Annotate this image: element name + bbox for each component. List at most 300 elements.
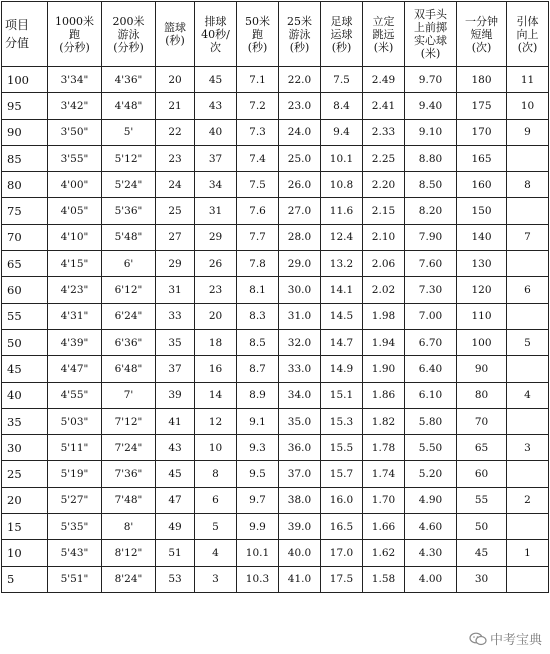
table-cell: 14.5 [321,303,363,329]
table-cell: 16.5 [321,514,363,540]
table-cell: 9 [507,119,549,145]
table-cell: 6.40 [405,356,457,382]
table-cell: 21 [156,93,195,119]
table-cell: 9.70 [405,67,457,93]
table-cell: 14.7 [321,329,363,355]
table-cell: 5'48" [102,224,156,250]
table-cell: 5.80 [405,408,457,434]
table-cell: 10.3 [237,566,279,592]
header-line: (秒) [247,40,268,54]
table-cell: 70 [457,408,507,434]
table-cell: 4'31" [48,303,102,329]
table-cell [507,251,549,277]
table-cell: 9.40 [405,93,457,119]
table-cell: 7 [507,224,549,250]
table-cell: 5'36" [102,198,156,224]
table-cell: 2.15 [363,198,405,224]
table-cell: 3'34" [48,67,102,93]
table-row [2,408,549,434]
table-cell: 4'23" [48,277,102,303]
table-cell: 10.8 [321,172,363,198]
table-cell: 1.74 [363,461,405,487]
table-cell: 8.9 [237,382,279,408]
watermark [467,629,544,648]
table-cell: 5'12" [102,145,156,171]
table-cell: 10.1 [237,540,279,566]
table-cell: 29 [156,251,195,277]
table-cell: 1.82 [363,408,405,434]
table-cell: 8 [195,461,237,487]
header-line: 立定 [372,14,395,28]
table-cell: 23 [195,277,237,303]
table-cell: 24 [156,172,195,198]
table-cell: 8.20 [405,198,457,224]
table-cell: 7'12" [102,408,156,434]
table-row [2,566,549,592]
table-cell: 2 [507,487,549,513]
header-line: 排球 [204,14,227,28]
header-line: 一分钟 [465,14,498,28]
table-cell: 5 [507,329,549,355]
header-volleyball [195,2,237,67]
table-row [2,224,549,250]
table-cell: 90 [457,356,507,382]
header-line: (秒) [165,34,185,47]
header-standing-jump [363,2,405,67]
table-row [2,93,549,119]
table-cell: 31 [195,198,237,224]
table-cell: 41.0 [279,566,321,592]
header-line: 200米 [112,14,145,28]
table-cell: 11 [507,67,549,93]
table-cell: 7.30 [405,277,457,303]
table-cell: 9.4 [321,119,363,145]
table-cell: 4.60 [405,514,457,540]
header-line: (米) [373,40,394,54]
header-200m-swim [102,2,156,67]
table-cell: 16.0 [321,487,363,513]
table-cell: 8.3 [237,303,279,329]
table-cell: 4.00 [405,566,457,592]
table-cell [507,303,549,329]
table-cell: 14 [195,382,237,408]
score-table [1,1,549,593]
table-cell: 7.60 [405,251,457,277]
table-cell: 6.70 [405,329,457,355]
table-cell: 8.5 [237,329,279,355]
table-cell: 165 [457,145,507,171]
table-cell: 18 [195,329,237,355]
score-cell: 70 [2,224,48,250]
table-cell: 45 [195,67,237,93]
table-cell: 100 [457,329,507,355]
table-row [2,145,549,171]
table-cell: 26 [195,251,237,277]
table-cell: 5.20 [405,461,457,487]
score-cell: 80 [2,172,48,198]
score-cell: 90 [2,119,48,145]
table-cell: 170 [457,119,507,145]
table-cell: 7'36" [102,461,156,487]
table-cell: 1.70 [363,487,405,513]
table-cell: 5'51" [48,566,102,592]
table-cell: 8 [507,172,549,198]
table-cell [507,566,549,592]
table-cell: 35 [156,329,195,355]
table-cell: 7'48" [102,487,156,513]
table-cell: 53 [156,566,195,592]
table-cell: 3 [507,435,549,461]
table-row [2,198,549,224]
table-cell: 160 [457,172,507,198]
table-cell: 4.30 [405,540,457,566]
score-cell: 15 [2,514,48,540]
score-cell: 10 [2,540,48,566]
table-cell: 3 [195,566,237,592]
table-row [2,303,549,329]
score-cell: 95 [2,93,48,119]
table-cell: 7'24" [102,435,156,461]
table-cell: 7.3 [237,119,279,145]
table-row [2,329,549,355]
table-cell: 1.58 [363,566,405,592]
header-line: 双手头 [414,8,447,21]
table-cell: 2.41 [363,93,405,119]
table-cell: 65 [457,435,507,461]
table-cell: 31.0 [279,303,321,329]
table-cell: 6'36" [102,329,156,355]
table-cell: 45 [457,540,507,566]
score-cell: 5 [2,566,48,592]
table-cell: 24.0 [279,119,321,145]
table-cell: 39 [156,382,195,408]
table-cell: 5'43" [48,540,102,566]
table-cell: 1.94 [363,329,405,355]
table-cell: 5'24" [102,172,156,198]
score-cell: 100 [2,67,48,93]
header-line: (米) [420,47,441,60]
table-cell: 9.9 [237,514,279,540]
table-cell: 130 [457,251,507,277]
table-cell: 17.5 [321,566,363,592]
table-cell: 14.9 [321,356,363,382]
table-cell: 1.86 [363,382,405,408]
table-cell: 8'24" [102,566,156,592]
table-cell: 1.78 [363,435,405,461]
score-cell: 60 [2,277,48,303]
header-line: 项目 [5,18,30,32]
table-cell: 50 [457,514,507,540]
table-cell: 15.7 [321,461,363,487]
table-cell [507,461,549,487]
table-cell [507,408,549,434]
table-cell: 47 [156,487,195,513]
table-row [2,356,549,382]
table-cell: 3'55" [48,145,102,171]
score-cell: 30 [2,435,48,461]
table-row [2,514,549,540]
table-cell: 7.2 [237,93,279,119]
table-cell: 5 [195,514,237,540]
table-cell: 12.4 [321,224,363,250]
table-cell: 2.06 [363,251,405,277]
header-basketball [156,2,195,67]
table-cell: 8'12" [102,540,156,566]
header-line: (分秒) [59,40,90,54]
table-cell: 9.1 [237,408,279,434]
header-line: 游泳 [288,27,311,41]
table-cell: 40 [195,119,237,145]
header-line: 50米 [245,14,270,28]
table-cell: 6'24" [102,303,156,329]
header-25m-swim [279,2,321,67]
header-line: 游泳 [117,27,140,41]
table-cell [507,145,549,171]
table-cell: 34 [195,172,237,198]
score-cell: 85 [2,145,48,171]
table-cell: 6' [102,251,156,277]
table-cell: 1 [507,540,549,566]
table-cell: 15.1 [321,382,363,408]
table-cell: 22 [156,119,195,145]
score-table-body [2,67,549,593]
table-cell: 20 [156,67,195,93]
table-cell: 2.10 [363,224,405,250]
table-cell: 1.98 [363,303,405,329]
table-cell: 17.0 [321,540,363,566]
watermark-text: 中考宝典 [489,633,542,648]
table-cell: 120 [457,277,507,303]
table-cell: 16 [195,356,237,382]
table-row [2,540,549,566]
table-cell: 40.0 [279,540,321,566]
table-cell: 4'15" [48,251,102,277]
table-row [2,119,549,145]
table-row [2,277,549,303]
table-cell: 20 [195,303,237,329]
table-cell: 45 [156,461,195,487]
table-cell: 2.02 [363,277,405,303]
table-cell: 27.0 [279,198,321,224]
table-cell: 41 [156,408,195,434]
table-cell: 9.5 [237,461,279,487]
table-cell: 5' [102,119,156,145]
header-line: 向上 [516,27,539,41]
table-cell: 180 [457,67,507,93]
table-row [2,435,549,461]
table-cell: 80 [457,382,507,408]
header-line: 足球 [330,14,353,28]
header-line: 篮球 [164,21,186,34]
table-cell: 10.1 [321,145,363,171]
table-cell: 7.8 [237,251,279,277]
table-cell [507,198,549,224]
header-line: 运球 [330,27,353,41]
table-cell: 29 [195,224,237,250]
table-cell: 25 [156,198,195,224]
header-line: 跑 [69,27,80,41]
table-cell: 4'55" [48,382,102,408]
table-cell: 37.0 [279,461,321,487]
header-medicine-ball [405,2,457,67]
table-cell: 110 [457,303,507,329]
header-item-score [2,2,48,67]
table-cell: 4 [507,382,549,408]
header-jump-rope [457,2,507,67]
table-cell: 10 [507,93,549,119]
table-cell: 9.7 [237,487,279,513]
table-cell: 60 [457,461,507,487]
table-cell: 8' [102,514,156,540]
header-line: 引体 [516,14,539,28]
score-cell: 20 [2,487,48,513]
header-football-dribble [321,2,363,67]
table-cell: 55 [457,487,507,513]
table-cell: 2.49 [363,67,405,93]
table-cell: 4'39" [48,329,102,355]
table-cell: 6 [195,487,237,513]
table-cell: 2.20 [363,172,405,198]
table-cell: 27 [156,224,195,250]
table-cell: 32.0 [279,329,321,355]
table-cell: 13.2 [321,251,363,277]
table-row [2,487,549,513]
table-cell: 7.4 [237,145,279,171]
table-cell: 31 [156,277,195,303]
table-cell: 51 [156,540,195,566]
table-cell: 4'48" [102,93,156,119]
header-line: 跳远 [372,27,395,41]
header-line: 上前掷 [414,21,447,34]
table-cell: 35.0 [279,408,321,434]
table-cell: 36.0 [279,435,321,461]
table-cell: 7.00 [405,303,457,329]
table-cell: 10 [195,435,237,461]
table-cell: 29.0 [279,251,321,277]
table-cell: 7.6 [237,198,279,224]
header-line: (秒) [331,40,352,54]
header-line: 1000米 [55,14,94,28]
header-line: 25米 [287,14,312,28]
table-cell: 43 [156,435,195,461]
table-cell: 26.0 [279,172,321,198]
table-cell: 7.90 [405,224,457,250]
table-cell: 8.50 [405,172,457,198]
table-cell: 3'50" [48,119,102,145]
header-1000m-run [48,2,102,67]
table-cell: 49 [156,514,195,540]
table-cell: 22.0 [279,67,321,93]
table-cell [507,514,549,540]
table-cell: 6.10 [405,382,457,408]
table-cell: 38.0 [279,487,321,513]
header-line: (秒) [289,40,310,54]
score-cell: 55 [2,303,48,329]
table-cell: 4'05" [48,198,102,224]
score-cell: 25 [2,461,48,487]
score-cell: 50 [2,329,48,355]
table-cell: 25.0 [279,145,321,171]
table-cell: 5'27" [48,487,102,513]
header-line: 次 [210,40,221,54]
table-cell: 4.90 [405,487,457,513]
table-cell: 4 [195,540,237,566]
table-cell: 34.0 [279,382,321,408]
score-cell: 45 [2,356,48,382]
table-cell: 4'47" [48,356,102,382]
table-cell: 1.66 [363,514,405,540]
table-cell: 7.7 [237,224,279,250]
table-cell: 5.50 [405,435,457,461]
table-cell: 175 [457,93,507,119]
table-cell: 140 [457,224,507,250]
header-line: 实心球 [414,34,447,47]
table-row [2,251,549,277]
table-cell: 150 [457,198,507,224]
table-cell: 6 [507,277,549,303]
table-cell: 37 [195,145,237,171]
table-cell: 15.3 [321,408,363,434]
score-cell: 65 [2,251,48,277]
table-cell [507,356,549,382]
table-cell: 6'48" [102,356,156,382]
table-cell: 37 [156,356,195,382]
header-line: 40秒/ [201,27,230,41]
table-cell: 5'35" [48,514,102,540]
table-cell: 8.7 [237,356,279,382]
table-cell: 14.1 [321,277,363,303]
table-cell: 2.33 [363,119,405,145]
table-cell: 7.5 [321,67,363,93]
table-row [2,67,549,93]
table-cell: 11.6 [321,198,363,224]
table-cell: 1.62 [363,540,405,566]
table-cell: 28.0 [279,224,321,250]
header-line: (次) [517,40,538,54]
header-row [2,2,549,67]
table-cell: 4'00" [48,172,102,198]
table-cell: 33.0 [279,356,321,382]
table-cell: 12 [195,408,237,434]
table-cell: 15.5 [321,435,363,461]
table-cell: 9.10 [405,119,457,145]
header-pull-up [507,2,549,67]
header-line: (分秒) [113,40,144,54]
score-cell: 40 [2,382,48,408]
table-cell: 33 [156,303,195,329]
table-cell: 7.1 [237,67,279,93]
table-cell: 1.90 [363,356,405,382]
table-cell: 2.25 [363,145,405,171]
table-cell: 30 [457,566,507,592]
score-cell: 75 [2,198,48,224]
table-cell: 6'12" [102,277,156,303]
table-row [2,461,549,487]
wechat-icon [469,632,487,646]
table-cell: 9.3 [237,435,279,461]
table-cell: 5'11" [48,435,102,461]
table-cell: 5'03" [48,408,102,434]
table-row [2,382,549,408]
score-cell: 35 [2,408,48,434]
table-cell: 23.0 [279,93,321,119]
header-line: (次) [471,40,492,54]
table-cell: 4'10" [48,224,102,250]
table-cell: 30.0 [279,277,321,303]
table-cell: 8.1 [237,277,279,303]
table-cell: 8.4 [321,93,363,119]
table-row [2,172,549,198]
